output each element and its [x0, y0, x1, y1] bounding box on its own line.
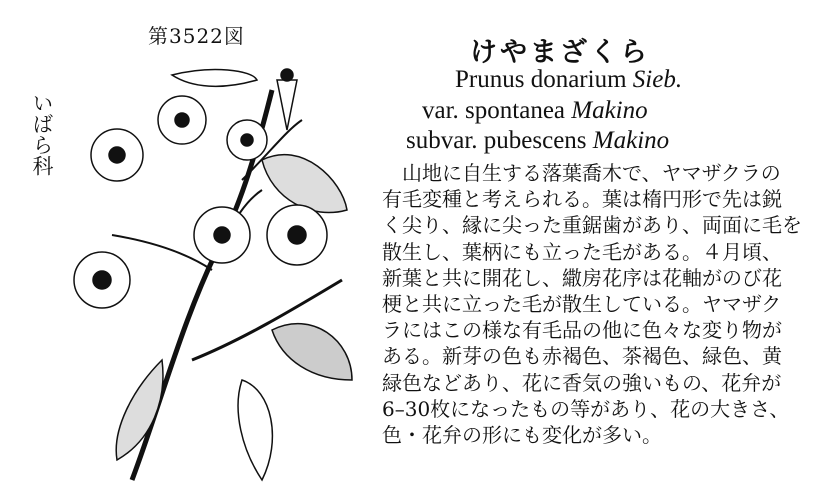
figure-number: 第3522図 [148, 24, 245, 48]
variety: var. spontanea [422, 97, 572, 124]
description-line: 6–30枚になったもの等があり、花の大きさ、 [382, 396, 790, 421]
cherry-branch-illustration [72, 60, 372, 490]
subvariety: subvar. pubescens [406, 127, 593, 154]
scientific-name-line [455, 66, 682, 94]
japanese-name: けやまざくら [470, 37, 650, 68]
author: Makino [571, 97, 648, 124]
description [382, 160, 822, 448]
description-line: 有毛変種と考えられる。葉は楕円形で先は鋭 [382, 187, 782, 212]
binomial: Prunus donarium [455, 66, 633, 93]
description-line: 新葉と共に開花し、繖房花序は花軸がのび花 [382, 265, 782, 290]
description-line: 緑色などあり、花に香気の強いもの、花弁が [382, 370, 782, 395]
description-line: 散生し、葉柄にも立った毛がある。４月頃、 [382, 239, 782, 264]
description-line: 山地に自生する落葉喬木で、ヤマザクラの [382, 161, 781, 185]
family-label: いばら科 [30, 92, 54, 176]
author: Makino [592, 127, 670, 154]
description-line: ある。新芽の色も赤褐色、茶褐色、緑色、黄 [382, 344, 782, 369]
author: Sieb. [632, 66, 683, 93]
scientific-name-line [422, 97, 648, 125]
description-line: く尖り、縁に尖った重鋸歯があり、両面に毛を [382, 213, 802, 238]
description-line: 色・花弁の形にも変化が多い。 [382, 423, 662, 448]
description-line: ラにはこの様な有毛品の他に色々な変り物が [382, 318, 782, 343]
scientific-name-line [406, 127, 669, 155]
description-line: 梗と共に立った毛が散生している。ヤマザク [382, 292, 782, 317]
